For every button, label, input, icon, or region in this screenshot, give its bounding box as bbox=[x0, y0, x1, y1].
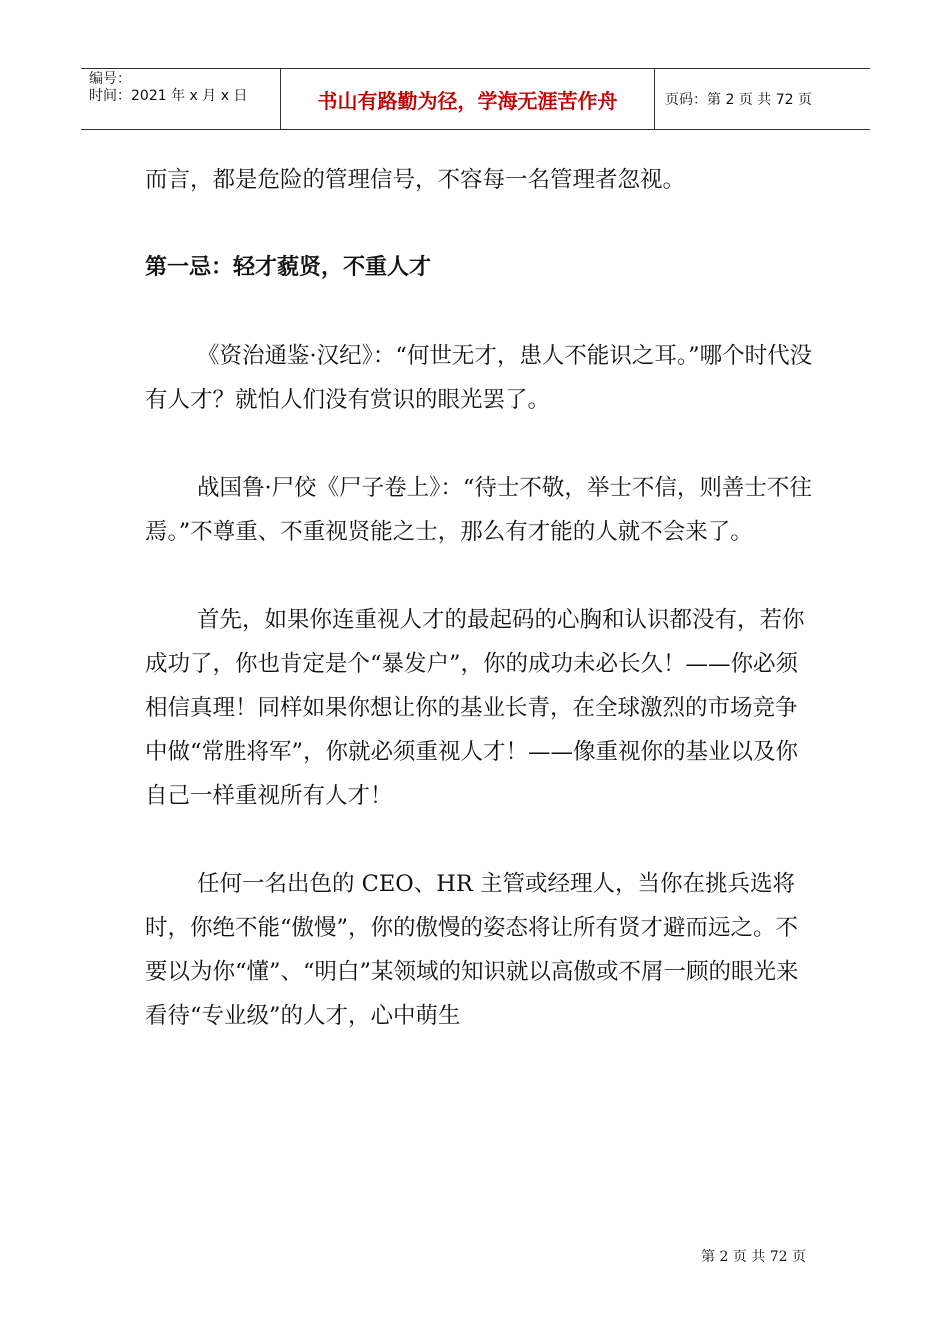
paragraph-arrogance: 任何一名出色的 CEO、HR 主管或经理人，当你在挑兵选将时，你绝不能“傲慢”，你的傲慢的姿态将让所有贤才避而远之。不要以为你“懂”、“明白”某领域的知识就以高傲或不屑一顾的眼光来看待“专业级”的人才，心中萌生 bbox=[145, 871, 799, 1029]
section-heading: 第一忌：轻才藐贤，不重人才 bbox=[145, 255, 432, 280]
header-motto bbox=[281, 69, 655, 129]
paragraph-quote-shizi: 战国鲁·尸佼《尸子卷上》：“待士不敬，举士不信，则善士不往焉。”不尊重、不重视贤能之士，那么有才能的人就不会来了。 bbox=[145, 475, 812, 545]
header-page-label: 页码：第 2 页 共 72 页 bbox=[665, 92, 812, 108]
paragraph-talent-importance: 首先，如果你连重视人才的最起码的心胸和认识都没有，若你成功了，你也肯定是个“暴发户”，你的成功未必长久！——你必须相信真理！同样如果你想让你的基业长青，在全球激烈的市场竞争中做“常胜将军”，你就必须重视人才！——像重视你的基业以及你自己一样重视所有人才！ bbox=[145, 607, 805, 809]
motto-text: 书山有路勤为径，学海无涯苦作舟 bbox=[317, 88, 618, 113]
document-body bbox=[145, 158, 815, 1082]
paragraph-quote-zizhitongjian: 《资治通鉴·汉纪》：“何世无才，患人不能识之耳。”哪个时代没有人才？就怕人们没有赏识的眼光罢了。 bbox=[145, 343, 813, 413]
page-header bbox=[81, 68, 870, 130]
page-footer bbox=[701, 1246, 806, 1266]
footer-page-label: 第 2 页 共 72 页 bbox=[701, 1249, 806, 1265]
document-time-label: 时间：2021 年 x 月 x 日 bbox=[89, 88, 248, 104]
continuation-paragraph: 而言，都是危险的管理信号，不容每一名管理者忽视。 bbox=[145, 167, 686, 193]
header-meta bbox=[81, 69, 281, 129]
document-number-label: 编号： bbox=[89, 71, 131, 87]
header-page-number bbox=[655, 69, 870, 129]
